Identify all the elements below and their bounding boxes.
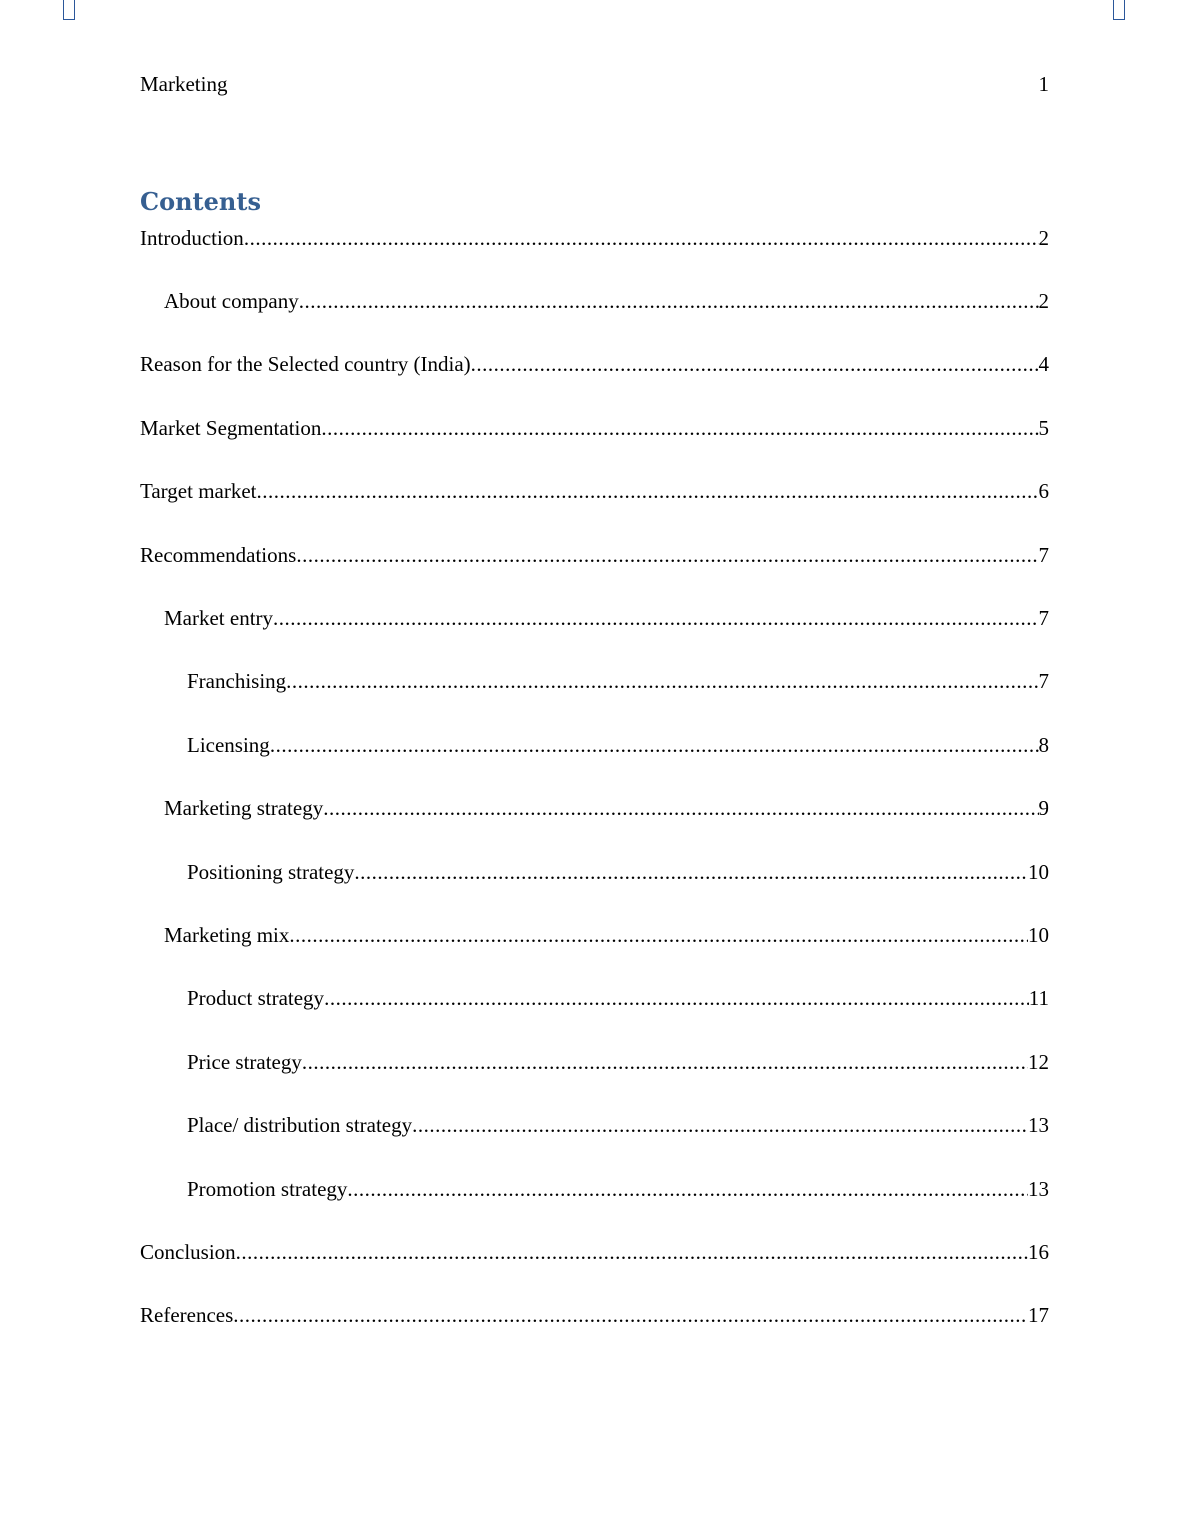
toc-entry-page: 2	[1038, 226, 1049, 250]
toc-entry-page: 10	[1028, 860, 1049, 884]
toc-entry-label: Product strategy	[187, 986, 325, 1010]
toc-entry-introduction[interactable]	[140, 224, 1049, 252]
toc-entry-reason-selected-country[interactable]	[140, 350, 1049, 378]
toc-dot-leader	[236, 1238, 1028, 1266]
toc-entry-page: 11	[1028, 986, 1049, 1010]
toc-entry-page: 8	[1038, 733, 1049, 757]
toc-entry-recommendations[interactable]	[140, 541, 1049, 569]
toc-entry-page: 12	[1028, 1050, 1049, 1074]
toc-entry-label: References	[140, 1303, 234, 1327]
toc-entry-label: Introduction	[140, 226, 244, 250]
toc-entry-page: 7	[1038, 669, 1049, 693]
toc-dot-leader	[233, 1301, 1028, 1329]
toc-entry-page: 13	[1028, 1113, 1049, 1137]
toc-entry-conclusion[interactable]	[140, 1238, 1049, 1266]
toc-entry-label: Marketing strategy	[164, 796, 324, 820]
toc-dot-leader	[302, 1048, 1028, 1076]
header-page-number: 1	[1038, 72, 1049, 96]
toc-dot-leader	[273, 604, 1038, 632]
toc-entry-page: 9	[1038, 796, 1049, 820]
toc-dot-leader	[257, 477, 1039, 505]
toc-entry-licensing[interactable]	[187, 731, 1049, 759]
toc-entry-marketing-strategy[interactable]	[164, 794, 1049, 822]
toc-dot-leader	[321, 414, 1038, 442]
toc-entry-market-segmentation[interactable]	[140, 414, 1049, 442]
toc-entry-page: 10	[1028, 923, 1049, 947]
header-title: Marketing	[140, 72, 228, 96]
toc-entry-label: Licensing	[187, 733, 270, 757]
toc-entry-page: 5	[1038, 416, 1049, 440]
toc-entry-target-market[interactable]	[140, 477, 1049, 505]
toc-entry-page: 4	[1038, 352, 1049, 376]
toc-entry-about-company[interactable]	[164, 287, 1049, 315]
toc-heading: Contents	[140, 187, 261, 216]
toc-dot-leader	[347, 1175, 1028, 1203]
toc-entry-place-distribution-strategy[interactable]	[187, 1111, 1049, 1139]
toc-entry-label: Conclusion	[140, 1240, 236, 1264]
toc-entry-label: Market Segmentation	[140, 416, 322, 440]
toc-entry-references[interactable]	[140, 1301, 1049, 1329]
toc-entry-label: Franchising	[187, 669, 287, 693]
toc-dot-leader	[244, 224, 1039, 252]
toc-entry-page: 13	[1028, 1177, 1049, 1201]
toc-entry-page: 17	[1028, 1303, 1049, 1327]
toc-entry-label: About company	[164, 289, 299, 313]
toc-dot-leader	[412, 1111, 1028, 1139]
toc-dot-leader	[323, 794, 1038, 822]
toc-entry-label: Place/ distribution strategy	[187, 1113, 413, 1137]
toc-entry-promotion-strategy[interactable]	[187, 1175, 1049, 1203]
toc-dot-leader	[324, 984, 1029, 1012]
toc-entry-label: Recommendations	[140, 543, 297, 567]
toc-entry-page: 16	[1028, 1240, 1049, 1264]
toc-entry-page: 7	[1038, 606, 1049, 630]
toc-entry-product-strategy[interactable]	[187, 984, 1049, 1012]
toc-entry-label: Promotion strategy	[187, 1177, 348, 1201]
toc-dot-leader	[299, 287, 1039, 315]
toc-entry-franchising[interactable]	[187, 667, 1049, 695]
toc-entry-marketing-mix[interactable]	[164, 921, 1049, 949]
toc-entry-label: Positioning strategy	[187, 860, 355, 884]
toc-entry-label: Market entry	[164, 606, 274, 630]
toc-entry-label: Price strategy	[187, 1050, 302, 1074]
toc-dot-leader	[471, 350, 1039, 378]
toc-dot-leader	[289, 921, 1028, 949]
toc-entry-market-entry[interactable]	[164, 604, 1049, 632]
toc-entry-positioning-strategy[interactable]	[187, 858, 1049, 886]
toc-entry-label: Marketing mix	[164, 923, 290, 947]
toc-entry-page: 2	[1038, 289, 1049, 313]
toc-dot-leader	[296, 541, 1038, 569]
toc-entry-page: 7	[1038, 543, 1049, 567]
toc-dot-leader	[286, 667, 1038, 695]
toc-entry-label: Target market	[140, 479, 257, 503]
toc-entry-price-strategy[interactable]	[187, 1048, 1049, 1076]
toc-dot-leader	[354, 858, 1028, 886]
toc-dot-leader	[270, 731, 1039, 759]
toc-entry-label: Reason for the Selected country (India)	[140, 352, 471, 376]
toc-entry-page: 6	[1038, 479, 1049, 503]
